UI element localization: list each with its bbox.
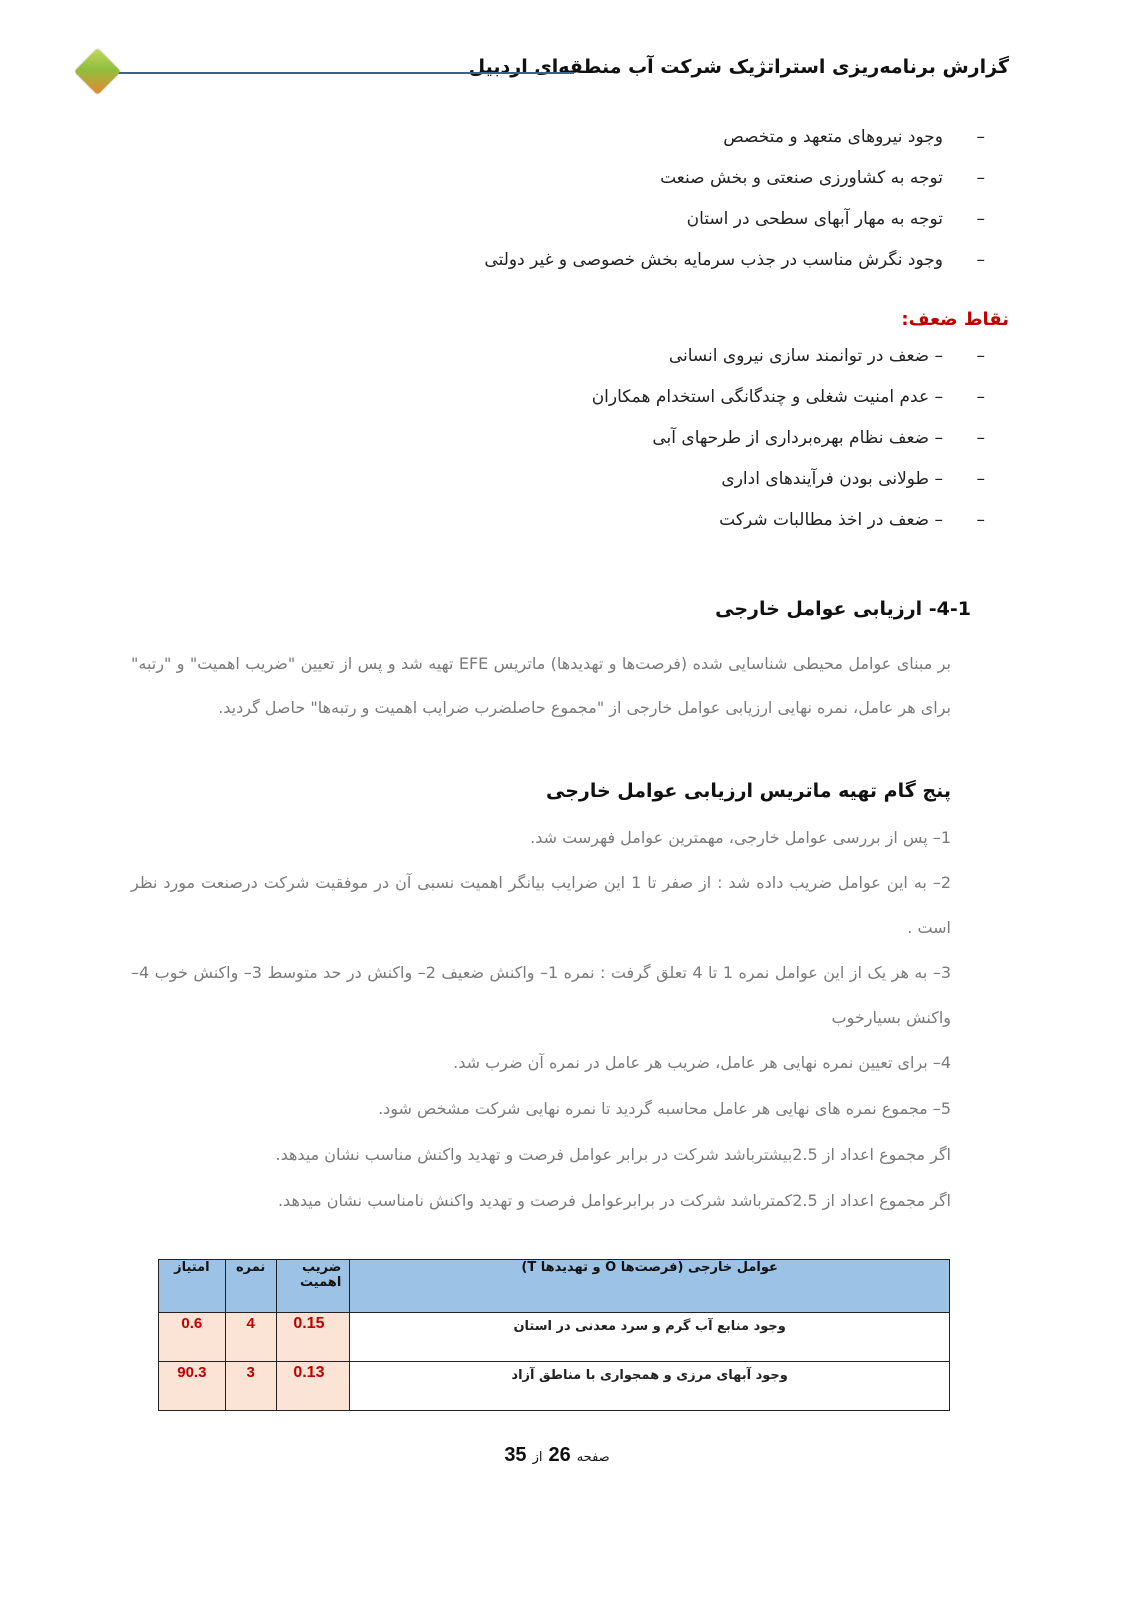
list-item-text: – ضعف در توانمند سازی نیروی انسانی (668, 346, 943, 366)
footer-of-label: از (532, 1450, 543, 1465)
list-item (163, 240, 985, 281)
page-header-title: گزارش برنامه‌ریزی استراتژیک شرکت آب منطقه‌ای اردبیل (468, 56, 1009, 78)
page-footer (490, 1444, 630, 1467)
dash-bullet-icon: – (976, 428, 985, 448)
rule-paragraph: اگر مجموع اعداد از 2.5کمترباشد شرکت در برابرعوامل فرصت و تهدید واکنش نامناسب نشان میدهد. (277, 1191, 951, 1210)
list-item-text: – طولانی بودن فرآیندهای اداری (721, 469, 943, 489)
steps-heading: پنج گام تهیه ماتریس ارزیابی عوامل خارجی (545, 780, 951, 802)
step-paragraph: 2– به این عوامل ضریب داده شد : از صفر تا 1 این ضرایب بیانگر اهمیت نسبی آن در موفقیت شرکت درصنعت مورد نظر است . (131, 873, 952, 937)
weaknesses-heading: نقاط ضعف: (901, 309, 1009, 330)
list-item (163, 117, 985, 158)
list-item-text: توجه به کشاورزی صنعتی و بخش صنعت (660, 168, 943, 188)
factor-cell: وجود آبهای مرزی و همجواری با مناطق آزاد (350, 1362, 950, 1411)
list-item (163, 500, 985, 541)
table-row (159, 1362, 950, 1411)
column-header-coefficient: ضریب اهمیت (276, 1260, 350, 1313)
list-item (163, 459, 985, 500)
dash-bullet-icon: – (976, 127, 985, 147)
table-header-row (159, 1260, 950, 1313)
total-cell: 90.3 (159, 1362, 226, 1411)
rule-paragraph: اگر مجموع اعداد از 2.5بیشترباشد شرکت در برابر عوامل فرصت و تهدید واکنش مناسب نشان میدهد. (275, 1145, 951, 1164)
step-paragraph: 5– مجموع نمره های نهایی هر عامل محاسبه گردید تا نمره نهایی شرکت مشخص شود. (378, 1099, 951, 1118)
footer-total-pages: 26 (548, 1444, 571, 1466)
list-item-text: – عدم امنیت شغلی و چندگانگی استخدام همکاران (591, 387, 943, 407)
table-row (159, 1313, 950, 1362)
header-logo-diamond (74, 48, 121, 95)
step-paragraph: 4– برای تعیین نمره نهایی هر عامل، ضریب هر عامل در نمره آن ضرب شد. (453, 1053, 951, 1072)
score-cell: 4 (225, 1313, 276, 1362)
step-paragraph: 1– پس از بررسی عوامل خارجی، مهمترین عوامل فهرست شد. (530, 828, 951, 847)
list-item (163, 336, 985, 377)
list-item (163, 418, 985, 459)
total-cell: 0.6 (159, 1313, 226, 1362)
weaknesses-list (163, 336, 985, 541)
efe-matrix-table (158, 1259, 950, 1411)
factor-cell: وجود منابع آب گرم و سرد معدنی در استان (350, 1313, 950, 1362)
footer-page-number: 35 (504, 1444, 527, 1466)
coefficient-cell: 0.15 (276, 1313, 350, 1362)
column-header-factor: عوامل خارجی (فرصت‌ها O و تهدیدها T) (350, 1260, 950, 1313)
column-header-total: امتیاز (159, 1260, 226, 1313)
dash-bullet-icon: – (976, 209, 985, 229)
list-item (163, 377, 985, 418)
coefficient-cell: 0.13 (276, 1362, 350, 1411)
dash-bullet-icon: – (976, 250, 985, 270)
list-item (163, 158, 985, 199)
section-intro-paragraph: بر مبنای عوامل محیطی شناسایی شده (فرصت‌ها و تهدیدها) ماتریس EFE تهیه شد و پس از تعیین "ضریب اهمیت" و "رتبه" برای هر عامل، نمره نهایی ارزیابی عوامل خارجی از "مجموع حاصلضرب ضرایب اهمیت و رتبه‌ها" حاصل گردید. (131, 654, 952, 717)
header-rule (118, 72, 574, 74)
list-item-text: – ضعف در اخذ مطالبات شرکت (719, 510, 943, 530)
score-cell: 3 (225, 1362, 276, 1411)
list-item (163, 199, 985, 240)
column-header-score: نمره (225, 1260, 276, 1313)
list-item-text: – ضعف نظام بهره‌برداری از طرحهای آبی (652, 428, 943, 448)
list-item-text: توجه به مهار آبهای سطحی در استان (686, 209, 943, 229)
list-item-text: وجود نیروهای متعهد و متخصص (723, 127, 943, 147)
dash-bullet-icon: – (976, 510, 985, 530)
section-heading: 4-1- ارزیابی عوامل خارجی (715, 598, 971, 620)
dash-bullet-icon: – (976, 469, 985, 489)
dash-bullet-icon: – (976, 168, 985, 188)
step-paragraph: 3– به هر یک از این عوامل نمره 1 تا 4 تعلق گرفت : نمره 1– واکنش ضعیف 2– واکنش در حد متوسط 3– واکنش خوب 4– واکنش بسیارخوب (131, 963, 952, 1027)
dash-bullet-icon: – (976, 346, 985, 366)
list-item-text: وجود نگرش مناسب در جذب سرمایه بخش خصوصی و غیر دولتی (484, 250, 943, 270)
footer-page-label: صفحه (576, 1450, 610, 1465)
dash-bullet-icon: – (976, 387, 985, 407)
strengths-list (163, 117, 985, 281)
